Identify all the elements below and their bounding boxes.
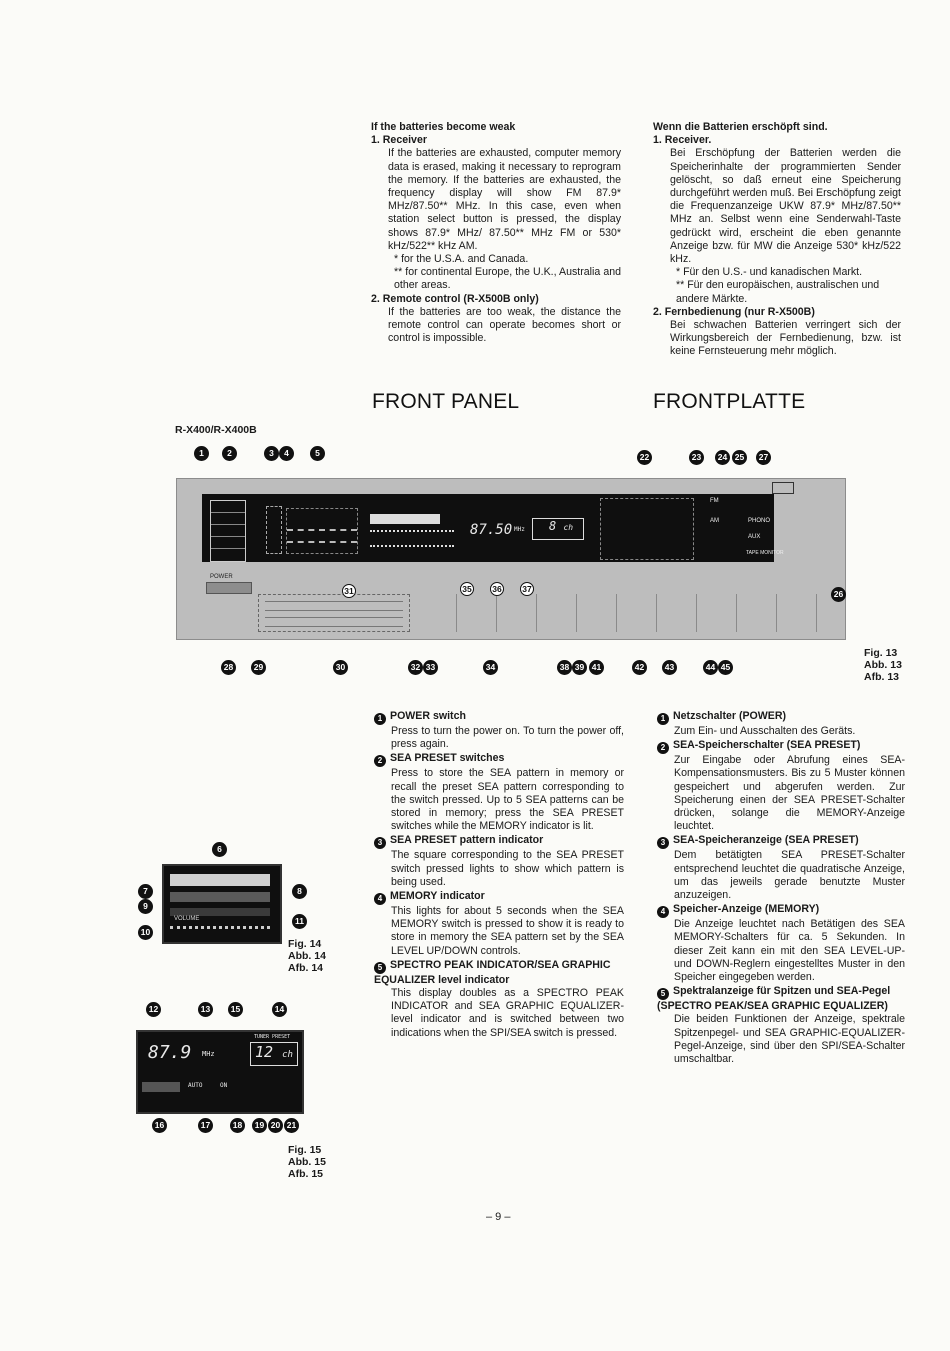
fig15-channel-box — [250, 1042, 298, 1066]
callout-13: 13 — [198, 1002, 213, 1017]
power-button — [206, 582, 252, 594]
phono-label: PHONO — [748, 518, 771, 524]
fig14-nl: Afb. 14 — [288, 962, 324, 974]
desc-de-2-title: SEA-Speicherschalter (SEA PRESET) — [673, 739, 861, 752]
callout-31: 31 — [342, 584, 356, 598]
callout-3: 3 — [264, 446, 279, 461]
desc-de-3 — [657, 834, 905, 902]
desc-de-2 — [657, 739, 905, 833]
fig15-on: ON — [220, 1082, 228, 1089]
channel-number: 8 — [549, 519, 557, 533]
fig15-display — [136, 1030, 304, 1114]
fig15-channel: 12 — [255, 1043, 274, 1061]
fig15-nl: Afb. 15 — [288, 1168, 324, 1180]
channel-box — [532, 518, 584, 540]
sea-pattern-indicator — [266, 506, 282, 554]
battery-item2-text-en: If the batteries are too weak, the distance the remote control can operate becomes short or control is impossible. — [388, 305, 621, 345]
desc-de-3-text: Dem betätigten SEA PRESET-Schalter entsprechend leuchtet die quadratische Anzeige, um das jeweils gerade benutzte Muster anzuzeigen. — [674, 849, 905, 902]
desc-de-5 — [657, 985, 905, 1066]
desc-en-4 — [374, 890, 624, 958]
desc-en-4-title: MEMORY indicator — [390, 890, 485, 903]
callout-39: 39 — [572, 660, 587, 675]
fig15-auto: AUTO — [188, 1082, 203, 1089]
desc-en-2-number: 2 — [374, 755, 386, 767]
callout-30: 30 — [333, 660, 348, 675]
desc-en-2 — [374, 752, 624, 833]
am-label: AM — [710, 518, 719, 524]
fig14-volume-bar — [170, 926, 270, 937]
battery-note1-de: * Für den U.S.- und kanadischen Markt. — [676, 266, 863, 279]
callout-25: 25 — [732, 450, 747, 465]
battery-item2-text-de: Bei schwachen Batterien verringert sich der Wirkungsbereich der Fernbedienung, bzw. ist keine Fernsteuerung mehr möglich. — [670, 319, 901, 358]
desc-de-2-text: Zur Eingabe oder Abrufung eines SEA-Kompensationsmusters. Bis zu 5 Muster können gespeichert und abgerufen werden. Zur Speicherung einen der SEA PRESET-Schalter drücken, solange die MEMORY-Anzeige leuchtet. — [674, 754, 905, 833]
fig15-ch-label: ch — [282, 1050, 293, 1060]
desc-en-2-title: SEA PRESET switches — [390, 752, 505, 765]
fig14-volume-label: VOLUME — [174, 916, 200, 922]
desc-en-3 — [374, 834, 624, 889]
battery-item1-text-de: Bei Erschöpfung der Batterien werden die Speicherinhalte der programmierten Sender gelöscht, so daß erneut eine Speicherung durchgeführt werden muß. Bei Erschöpfung zeigt die Frequenzanzeige UKW 87.9* MHz/87.50** MHz an. Selbst wenn eine Senderwahl-Taste gedrückt wird, erscheint die eben genannte Anzeige bzw. für MW die Anzeige 530* kHz/522 kHz. — [670, 147, 901, 266]
battery-section-de — [653, 121, 901, 359]
callout-41: 41 — [589, 660, 604, 675]
callout-14: 14 — [272, 1002, 287, 1017]
callout-34: 34 — [483, 660, 498, 675]
sea-level-controls — [258, 594, 410, 632]
callout-27: 27 — [756, 450, 771, 465]
callout-28: 28 — [221, 660, 236, 675]
battery-note2-de: ** Für den europäischen, australischen und andere Märkte. — [676, 279, 880, 305]
fig15-en: Fig. 15 — [288, 1144, 322, 1156]
battery-section-en — [371, 121, 621, 345]
callout-45: 45 — [718, 660, 733, 675]
callout-43: 43 — [662, 660, 677, 675]
battery-item1-title-de: 1. Receiver. — [653, 134, 712, 147]
desc-en-3-title: SEA PRESET pattern indicator — [390, 834, 544, 847]
callout-22: 22 — [637, 450, 652, 465]
brand-badge — [772, 482, 794, 494]
callout-24: 24 — [715, 450, 730, 465]
callout-12: 12 — [146, 1002, 161, 1017]
callout-21: 21 — [284, 1118, 299, 1133]
desc-de-5-title: Spektralanzeige für Spitzen und SEA-Pegel (SPECTRO PEAK/SEA GRAPHIC EQUALIZER) — [657, 985, 891, 1013]
desc-en-5-title: SPECTRO PEAK INDICATOR/SEA GRAPHIC EQUALIZER level indicator — [374, 958, 611, 986]
fig15-mhz: MHz — [202, 1050, 215, 1058]
callout-10: 10 — [138, 925, 153, 940]
heading-front-panel: FRONT PANEL — [372, 390, 520, 413]
desc-de-4-text: Die Anzeige leuchtet nach Betätigen des SEA MEMORY-Schalters für ca. 5 Sekunden. In dieser Zeit kann ein mit den SEA LEVEL-UP- und DOWN-Reglern eingestelltes Muster in den Speicher eingegeben werden. — [674, 918, 905, 984]
desc-en-4-text: This lights for about 5 seconds when the SEA MEMORY switch is pressed to show it is ready to store in memory the SEA pattern set by the SEA LEVEL UP/DOWN controls. — [391, 905, 624, 957]
fig15-caption — [288, 1144, 326, 1180]
fig15-bottom-row — [142, 1082, 298, 1096]
desc-en-1-number: 1 — [374, 713, 386, 725]
callout-5: 5 — [310, 446, 325, 461]
desc-de-3-number: 3 — [657, 837, 669, 849]
fig15-frequency: 87.9 — [148, 1042, 192, 1063]
callout-26: 26 — [831, 587, 846, 602]
desc-en-3-text: The square corresponding to the SEA PRESET switch pressed lights to show which pattern is being used. — [391, 849, 624, 888]
desc-en-2-text: Press to store the SEA pattern in memory or recall the preset SEA pattern corresponding to the switch pressed. Up to 5 SEA patterns can be stored in memory; press the SEA PRESET switches while the MEMORY indicator is lit. — [391, 767, 624, 833]
fig14-mid-row — [170, 892, 270, 902]
callout-16: 16 — [152, 1118, 167, 1133]
page-number: – 9 – — [486, 1211, 511, 1223]
fig14-en: Fig. 14 — [288, 938, 322, 950]
callout-15: 15 — [228, 1002, 243, 1017]
preset-keypad — [600, 498, 694, 560]
callout-18: 18 — [230, 1118, 245, 1133]
desc-en-1-title: POWER switch — [390, 710, 466, 722]
channel-ch-label: ch — [563, 523, 574, 532]
callout-37: 37 — [520, 582, 534, 596]
fm-label: FM — [710, 498, 719, 504]
model-label: R-X400/R-X400B — [175, 424, 257, 436]
aux-label: AUX — [748, 534, 761, 540]
desc-en-4-number: 4 — [374, 893, 386, 905]
desc-en-1 — [374, 710, 624, 751]
fig13-caption — [864, 647, 902, 683]
function-buttons — [706, 496, 786, 560]
desc-de-5-number: 5 — [657, 988, 669, 1000]
desc-en-5 — [374, 959, 624, 1040]
callout-17: 17 — [198, 1118, 213, 1133]
battery-note2-en: ** for continental Europe, the U.K., Australia and other areas. — [394, 266, 621, 292]
fig14-display — [162, 864, 282, 944]
callout-9: 9 — [138, 899, 153, 914]
battery-item1-text-en: If the batteries are exhausted, computer memory data is erased, making it necessary to reprogram the memory. If the batteries are exhausted, the frequency display will show FM 87.9* MHz/87.50** MHz. In this case, even when station select button is pressed, the display shows 87.9* MHz/ 87.50** MHz FM or 530* kHz/522** kHz AM. — [388, 147, 621, 252]
callout-11: 11 — [292, 914, 307, 929]
callout-29: 29 — [251, 660, 266, 675]
sea-preset-buttons — [210, 500, 246, 562]
callout-19: 19 — [252, 1118, 267, 1133]
callout-4: 4 — [279, 446, 294, 461]
battery-item1-title-en: 1. Receiver — [371, 134, 427, 147]
desc-en-5-number: 5 — [374, 962, 386, 974]
callout-36: 36 — [490, 582, 504, 596]
desc-en-5-text: This display doubles as a SPECTRO PEAK INDICATOR and SEA GRAPHIC EQUALIZER-level indicator and is switched between two indications when the SPI/SEA switch is pressed. — [391, 987, 624, 1039]
descriptions-de — [657, 709, 905, 1066]
callout-23: 23 — [689, 450, 704, 465]
battery-item2-title-de: 2. Fernbedienung (nur R-X500B) — [653, 305, 815, 318]
callout-6: 6 — [212, 842, 227, 857]
fig15-tuner-preset: TUNER PRESET — [254, 1034, 291, 1040]
callout-2: 2 — [222, 446, 237, 461]
callout-44: 44 — [703, 660, 718, 675]
fig13-nl: Afb. 13 — [864, 671, 900, 683]
lower-buttons — [416, 594, 816, 634]
desc-de-1-text: Zum Ein- und Ausschalten des Geräts. — [674, 725, 856, 737]
power-label: POWER — [210, 574, 233, 580]
battery-title-de: Wenn die Batterien erschöpft sind. — [653, 121, 828, 133]
desc-de-2-number: 2 — [657, 742, 669, 754]
callout-38: 38 — [557, 660, 572, 675]
callout-42: 42 — [632, 660, 647, 675]
desc-de-4-title: Speicher-Anzeige (MEMORY) — [673, 903, 820, 916]
desc-de-4-number: 4 — [657, 906, 669, 918]
frequency-display: 87.50 — [470, 522, 513, 538]
fig14-de: Abb. 14 — [288, 950, 326, 962]
callout-8: 8 — [292, 884, 307, 899]
front-panel-figure — [176, 478, 846, 640]
fig14-tape-row — [170, 908, 270, 916]
desc-de-3-title: SEA-Speicheranzeige (SEA PRESET) — [673, 834, 859, 847]
descriptions-en — [374, 709, 624, 1040]
desc-de-4 — [657, 903, 905, 984]
callout-33: 33 — [423, 660, 438, 675]
callout-1: 1 — [194, 446, 209, 461]
callout-7: 7 — [138, 884, 153, 899]
input-selector-display — [370, 514, 454, 554]
fig14-caption — [288, 938, 326, 974]
desc-de-1-number: 1 — [657, 713, 669, 725]
callout-35: 35 — [460, 582, 474, 596]
desc-en-3-number: 3 — [374, 837, 386, 849]
battery-item2-title-en: 2. Remote control (R-X500B only) — [371, 292, 539, 305]
fig14-input-row — [170, 874, 270, 886]
battery-title-en: If the batteries become weak — [371, 121, 516, 133]
desc-de-1 — [657, 710, 905, 738]
battery-note1-en: * for the U.S.A. and Canada. — [394, 253, 529, 266]
spectrum-display — [286, 508, 358, 554]
fig13-de: Abb. 13 — [864, 659, 902, 671]
desc-de-1-title: Netzschalter (POWER) — [673, 710, 787, 722]
callout-20: 20 — [268, 1118, 283, 1133]
desc-en-1-text: Press to turn the power on. To turn the power off, press again. — [391, 725, 624, 751]
fig15-de: Abb. 15 — [288, 1156, 326, 1168]
tape-monitor-label: TAPE MONITOR — [746, 550, 784, 556]
heading-frontplatte: FRONTPLATTE — [653, 390, 806, 413]
desc-de-5-text: Die beiden Funktionen der Anzeige, spektrale Spitzenpegel- und SEA GRAPHIC-EQUALIZER-Pegel-Anzeige, sind über den SPI/SEA-Schalter umschaltbar. — [674, 1013, 905, 1066]
mhz-label: MHz — [514, 526, 525, 533]
callout-32: 32 — [408, 660, 423, 675]
fig13-en: Fig. 13 — [864, 647, 898, 659]
